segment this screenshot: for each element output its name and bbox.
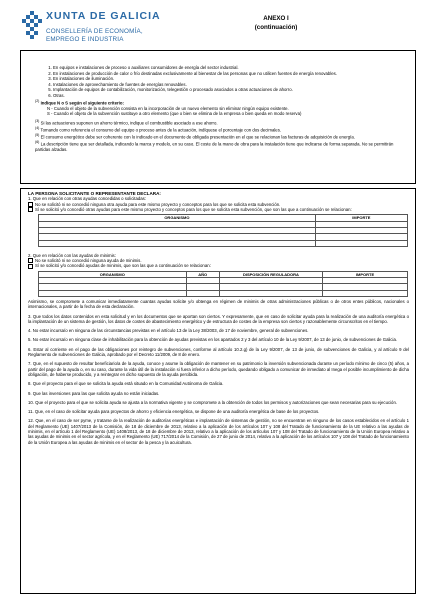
footnote-6: La descripción tiene que ser detallada, indicando la marca y modelo, en su caso. El coste de la mano de obra para la instalación tiene que indicarse de forma separada. No se permitirán partidas alzadas. <box>35 141 394 152</box>
table-cell[interactable] <box>315 240 407 246</box>
declaration-8: 8. Que el proyecto para el que se solicita la ayuda está situado en la Comunidad Autónoma de Galicia. <box>28 381 224 387</box>
list-item: 6. Otras. <box>53 93 407 99</box>
declaration-3: 3. Que todos los datos contenidos en esta solicitud y en los documentos que se aportan son ciertos. Y expresamente, que en caso de solicitar ayuda para la realización de una auditoría energética o la implantación de un sistema de gestión, los datos de costes de abastecimiento energético y de estructura de costes de la empresa son ciertos y razonablemente circunscritos en el tiempo. <box>28 313 409 324</box>
column-header-regulation: DISPOSICIÓN REGULADORA <box>219 271 322 277</box>
table-cell[interactable] <box>219 290 322 296</box>
checkbox-yes-aid[interactable] <box>28 207 33 212</box>
footnote-3: Si las actuaciones suponen un ahorro térmico, indique el combustible asociado a ese ahorro. <box>40 120 218 126</box>
option-no-minimis: No se solicitó ni se concedió ninguna ayuda de minimis. <box>35 258 142 264</box>
minimis-aid-table <box>38 271 408 297</box>
declaration-1-title: 1. Que en relación con otras ayudas concedidas o solicitadas: <box>28 196 146 202</box>
xunta-cross-icon <box>22 11 42 41</box>
list-item: 1. En equipos e instalaciones de proceso o auxiliares consumidores de energía del sector industrial. <box>53 65 407 71</box>
footnote-4: Tomando como referencia el consumo del equipo o proceso antes de la actuación, indíquese el porcentaje con dos decimales. <box>40 127 282 133</box>
list-item: 5. Implantación de equipos de contabilización, monitorización, telegestión o procesado asociados a otras actuaciones de ahorro. <box>53 87 407 93</box>
annex-heading <box>236 14 316 32</box>
column-header-organism: ORGANISMO <box>39 215 316 221</box>
column-header-organism: ORGANISMO <box>39 271 187 277</box>
column-header-amount: IMPORTE <box>315 215 407 221</box>
declaration-10: 10. Que el proyecto para el que se solicita ayuda se ajusta a la normativa vigente y se compromete a la obtención de todos los permisos y autorizaciones que sean necesarias para su ejecución. <box>28 399 398 405</box>
declaration-11: 11. Que, en el caso de solicitar ayuda para proyectos de ahorro y eficiencia energética, se dispone de una auditoría energética de base de los proyectos. <box>28 409 320 415</box>
option-yes-minimis: Sí se solicitó y/o concedió ayudas de minimis, que son las que a continuación se relacionan: <box>35 263 211 269</box>
footnote-2-n: N - Cuando el objeto de la subvención consista en la incorporación de un nuevo elemento sin eliminar ningún equipo existente. <box>47 105 289 111</box>
table-row <box>39 290 408 296</box>
footnote-1-list <box>53 65 407 98</box>
declaration-5: 5. No estar incursa/o en ninguna clase de inhabilitación para la obtención de ayudas previstas en los apartados 2 y 3 del artículo 10 de la Ley 9/2007, de 13 de junio, de subvenciones de Galicia. <box>28 337 398 343</box>
footnote-2-title: Indique N o S según el siguiente criterio: <box>40 100 124 106</box>
option-no-aid: No se solicitó ni se concedió ninguna otra ayuda para este mismo proyecto y conceptos para los que se solicita esta subvención. <box>35 201 281 207</box>
declaration-4: 4. No estar incursa/o en ninguna de las circunstancias previstas en el artículo 13 de la Ley 38/2003, de 17 de noviembre, general de subvenciones. <box>28 328 309 334</box>
table-cell[interactable] <box>39 240 316 246</box>
annex-title: ANEXO I <box>263 15 289 22</box>
xunta-logo <box>22 10 192 50</box>
declaration-title: LA PERSONA SOLICITANTE O REPRESENTANTE DECLARA: <box>28 191 161 196</box>
footnote-2-s: S - Cuando el objeto de la subvención sustituye a otro elemento (que o bien se elimina de la empresa o bien queda en modo reserva) <box>47 111 302 117</box>
footnote-5: El consumo energético debe ser coherente con lo indicado en el documento de obligada presentación en el que se relacionan las facturas de adquisición de energía. <box>40 134 355 140</box>
table-row <box>39 240 408 246</box>
declaration-2-title: 2. Que en relación con las ayudas de minimis: <box>28 252 116 258</box>
footnotes-box: 1. En equipos e instalaciones de proceso o auxiliares consumidores de energía del sector industrial. 2. En instalaciones de producción de calor o frío destinadas exclusivamente al bienestar de las personas que no utilicen fuentes de energía renovables. 3. En instalaciones de iluminación. 4. Instalaciones de aprovechamiento de fuentes de energías renovables. 5. Implantación de equipos de contabilización, monitorización, telegestión o procesado asociados a otras actuaciones de ahorro. 6. Otras. $^{(2)}$ Indique N o S según el siguiente criterio: N - Cuando el objeto de la subvención consista en la incorporación de un nuevo elemento sin eliminar ningún equipo existente. S - Cuando el objeto de la subvención sustituye a otro elemento (que o bien se elimina de la empresa o bien queda en modo reserva) $^{(3)}$ Si las actuaciones suponen un ahorro térmico, indique el combustible asociado a ese ahorro. $^{(4)}$ Tomando como referencia el consumo del equipo o proceso antes de la actuación, indíquese el porcentaje con dos decimales. $^{(5)}$ El consumo energético debe ser coherente con lo indicado en el documento de obligada presentación en el que se relacionan las facturas de adquisición de energía. $^{(6)}$ La descripción tiene que ser detallada, indicando la marca y modelo, en su caso. El coste de la mano de obra para la instalación tiene que indicarse de forma separada. No se permitirán partidas alzadas. <box>20 50 416 184</box>
minimis-commitment: Asimismo, se compromete a comunicar inmediatamente cuantas ayudas solicite y/o obtenga en régimen de minimis de otras administraciones públicas o de otros entes públicos, nacionales o internacionales, a partir de la fecha de esta declaración. <box>28 299 409 310</box>
declaration-12: 12. Que, en el caso de ser pyme, y tratarse de la realización de auditorías energéticas e implantación de sistemas de gestión, no se encuentran en ninguno de los casos establecidos en el artículo 1 del Reglamento (UE) 1407/2013 de la Comisión, de 18 de diciembre de 2013, relativo a la aplicación de los artículos 107 y 108 del Tratado de funcionamiento de la UE relativo a las ayudas de minimis, en el artículo 1 del Reglamento (UE) 1408/2013, de 18 de diciembre de 2013, relativo a la aplicación de los artículos 107 y 108 del Tratado de funcionamiento de la Unión Europea relativo a las ayudas de minimis en el sector agrícola, y en el Reglamento (UE) 717/2014 de la Comisión, de 27 de junio de 2014, relativo a la aplicación de los artículos 107 y 108 del Tratado de funcionamiento de la Unión Europea a las ayudas de minimis en el sector de la pesca y la acuicultura. <box>28 418 409 445</box>
table-cell[interactable] <box>323 290 408 296</box>
declaration-box <box>20 188 416 594</box>
page-header <box>22 10 422 50</box>
table-cell[interactable] <box>186 290 219 296</box>
department-line-2: EMPREGO E INDUSTRIA <box>46 36 124 43</box>
checkbox-yes-minimis[interactable] <box>28 264 33 269</box>
list-item: 3. En instalaciones de iluminación. <box>53 76 407 82</box>
column-header-year: AÑO <box>186 271 219 277</box>
declaration-7: 7. Que, en el supuesto de resultar beneficiario/a de la ayuda, conoce y asume la obligación de mantener en su patrimonio la inversión subvencionada durante un período mínimo de cinco (5) años, a partir del pago de la ayuda o, en su caso, durante la vida útil de la instalación si fuera inferior a dicho período, quedando obligado a comunicar de inmediato al Inega el posible incumplimiento de dicha obligación, de haberse producido, y a reintegrar en dicho supuesto de la ayuda percibida. <box>28 361 409 377</box>
declaration-9: 9. Que las inversiones para las que solicita ayuda no están iniciadas. <box>28 390 160 396</box>
column-header-amount: IMPORTE <box>323 271 408 277</box>
declaration-6: 6. Estar al corriente en el pago de las obligaciones por reintegro de subvenciones, conforme al artículo 10.2.g) de la Ley 9/2007, de 13 de junio, de subvenciones de Galicia, y al artículo 9 del Reglamento de subvenciones de Galicia, aprobado por el Decreto 11/2009, de 8 de enero. <box>28 346 409 358</box>
department-line-1: CONSELLERÍA DE ECONOMÍA, <box>46 28 143 35</box>
annex-subtitle: (continuación) <box>254 24 298 31</box>
list-item: 2. En instalaciones de producción de calor o frío destinadas exclusivamente al bienestar de las personas que no utilicen fuentes de energía renovables. <box>53 71 407 77</box>
option-yes-aid: Sí se solicitó y/o concedió otras ayudas para este mismo proyecto y conceptos para los que se solicita esta subvención, que son las que a continuación se relacionan: <box>35 206 352 212</box>
brand-name: XUNTA DE GALICIA <box>46 10 161 22</box>
list-item: 4. Instalaciones de aprovechamiento de fuentes de energías renovables. <box>53 82 407 88</box>
table-cell[interactable] <box>39 290 187 296</box>
other-aid-table <box>38 214 408 246</box>
